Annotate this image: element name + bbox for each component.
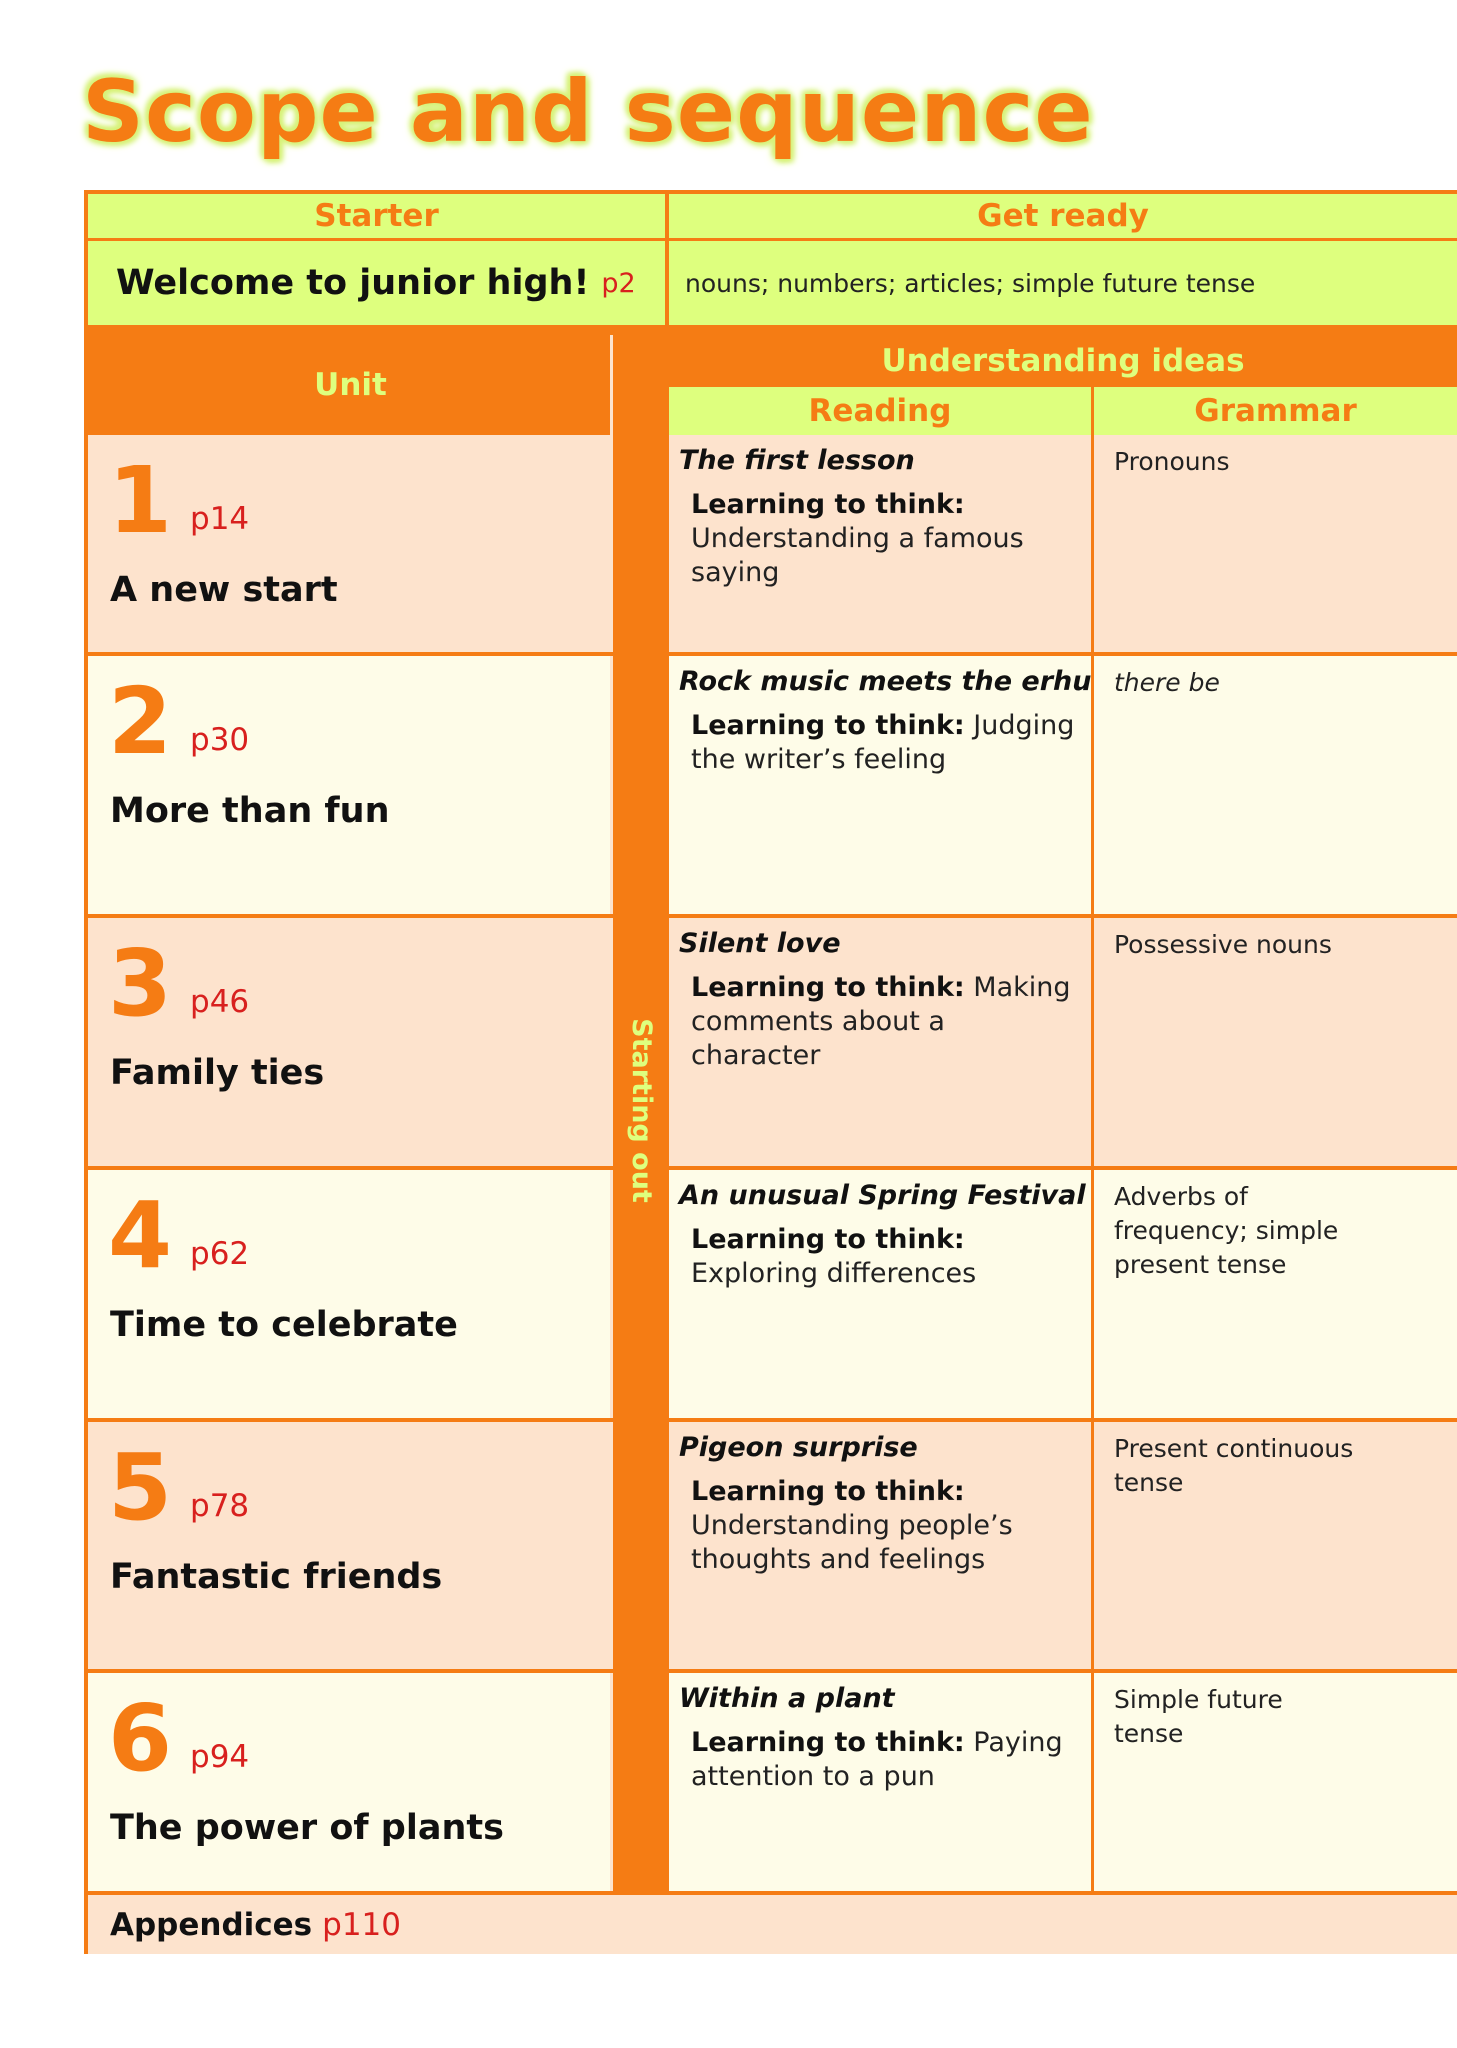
ltt-label: Learning to think: [691,972,965,1003]
learning-to-think [679,709,1081,777]
reading-cell [669,1170,1091,1420]
get-ready-cell: nouns; numbers; articles; simple future tense [669,241,1457,325]
starter-header: Starter [88,194,665,238]
grammar-cell [1094,435,1457,654]
reading-cell [669,918,1091,1168]
unit-page: p14 [190,501,250,537]
reading-title: The first lesson [679,445,915,476]
unit-title: More than fun [110,791,390,831]
learning-to-think [679,1223,1081,1291]
ltt-text: Judging the writer’s feeling [691,710,1075,775]
unit-title: Family ties [110,1053,325,1093]
starter-page: p2 [601,267,636,299]
unit-page: p62 [190,1236,250,1272]
divider [665,194,669,325]
reading-title: Pigeon surprise [679,1432,918,1463]
unit-number: 5 [108,1434,173,1541]
learning-to-think [679,1726,1081,1794]
reading-title: Silent love [679,928,841,959]
unit-title: The power of plants [110,1808,504,1848]
ltt-label: Learning to think: [691,1727,965,1758]
ltt-label: Learning to think: [691,710,965,741]
unit-cell [88,435,610,654]
ltt-text: Paying attention to a pun [691,1727,1063,1792]
grammar-text: Possessive nouns [1114,930,1332,959]
grammar-cell [1094,656,1457,916]
ltt-text: Understanding people’s thoughts and feelings [691,1510,1013,1575]
reading-cell [669,656,1091,916]
reading-cell [669,1422,1091,1671]
grammar-cell [1094,1170,1457,1420]
unit-number: 2 [108,668,173,775]
grammar-text: there be [1114,668,1220,697]
grammar-cell [1094,1673,1457,1891]
get-ready-header: Get ready [669,194,1457,238]
unit-header: Unit [88,335,613,435]
unit-page: p94 [190,1739,250,1775]
unit-number: 6 [108,1685,173,1792]
unit-title: A new start [110,570,338,610]
understanding-header: Understanding ideas [669,335,1457,387]
unit-cell [88,1673,610,1891]
ltt-text: Making comments about a character [691,972,1071,1071]
grammar-text: Adverbs of frequency; simple present tense [1114,1182,1339,1279]
unit-cell [88,1422,610,1671]
page-title: Scope and sequence [82,62,1094,162]
reading-title: Within a plant [679,1683,895,1714]
ltt-label: Learning to think: [691,489,965,520]
unit-page: p46 [190,984,250,1020]
unit-number: 4 [108,1182,173,1289]
ltt-text: Exploring differences [691,1258,977,1289]
unit-title: Fantastic friends [110,1557,443,1597]
unit-title: Time to celebrate [110,1305,458,1345]
unit-page: p78 [190,1488,250,1524]
unit-cell [88,918,610,1168]
ltt-text: Understanding a famous saying [691,523,1024,588]
learning-to-think [679,971,1081,1073]
unit-number: 3 [108,930,173,1037]
divider [1091,387,1094,435]
grammar-cell [1094,918,1457,1168]
reading-title: Rock music meets the erhu [679,666,1092,697]
grammar-header: Grammar [1094,387,1457,435]
appendices-page: p110 [322,1906,401,1943]
grammar-text: Simple future tense [1114,1685,1283,1748]
unit-cell [88,656,610,916]
grammar-text: Present continuous tense [1114,1434,1354,1497]
starter-title: Welcome to junior high! [116,263,590,303]
starting-out-label: Starting out [625,1017,657,1203]
learning-to-think [679,1475,1081,1577]
ltt-label: Learning to think: [691,1476,965,1507]
band [88,325,1457,335]
grammar-cell [1094,1422,1457,1671]
learning-to-think [679,488,1081,590]
reading-header: Reading [669,387,1091,435]
starter-cell [88,241,665,325]
grammar-text: Pronouns [1114,447,1230,476]
reading-cell [669,435,1091,654]
unit-number: 1 [108,447,173,554]
unit-cell [88,1170,610,1420]
reading-cell [669,1673,1091,1891]
ltt-label: Learning to think: [691,1224,965,1255]
unit-page: p30 [190,722,250,758]
appendices-label: Appendices [110,1906,313,1943]
reading-title: An unusual Spring Festival [679,1180,1086,1211]
appendices-row [88,1895,1457,1954]
